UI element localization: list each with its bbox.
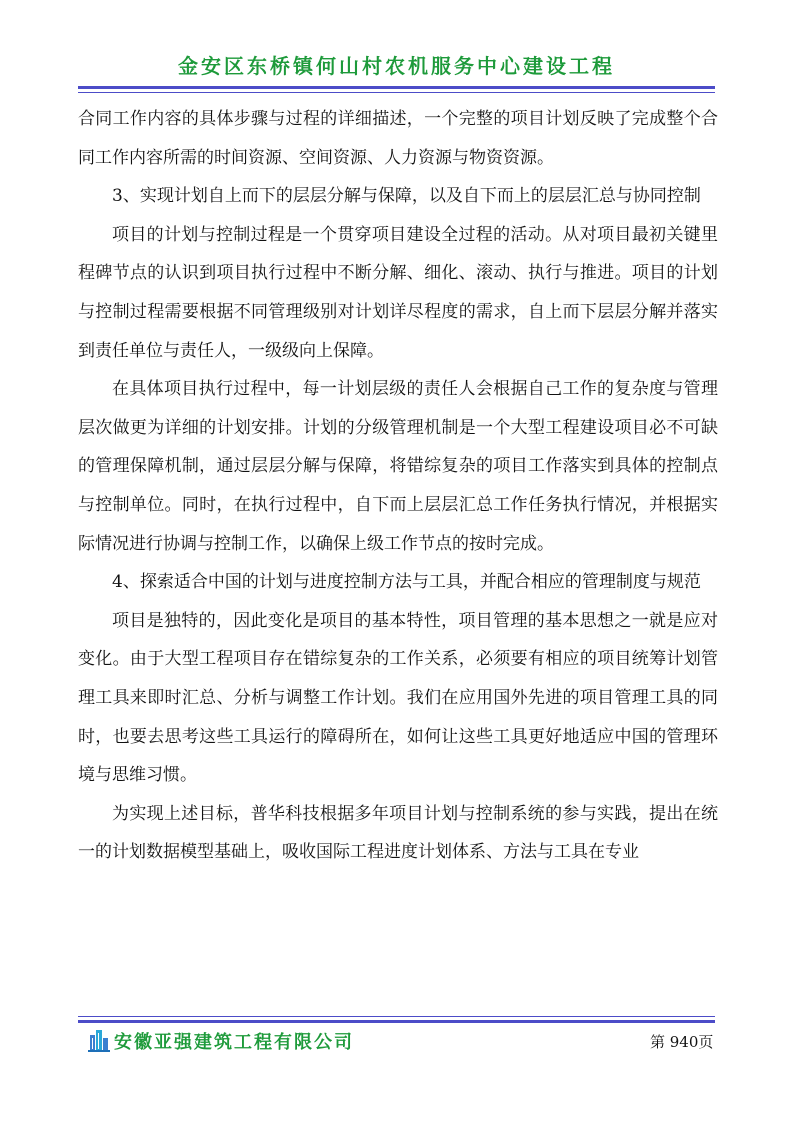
page-header — [0, 0, 793, 96]
body-text — [78, 100, 718, 872]
header-rule-thin — [78, 92, 715, 93]
footer-company-name: 安徽亚强建筑工程有限公司 — [114, 1032, 354, 1053]
footer-rule-thin — [78, 1016, 715, 1017]
paragraph: 在具体项目执行过程中，每一计划层级的责任人会根据自己工作的复杂度与管理层次做更为详细的计划安排。计划的分级管理机制是一个大型工程建设项目必不可缺的管理保障机制，通过层层分解与保障，将错综复杂的项目工作落实到具体的控制点与控制单位。同时，在执行过程中，自下而上层层汇总工作任务执行情况，并根据实际情况进行协调与控制工作，以确保上级工作节点的按时完成。 — [78, 379, 718, 554]
paragraph-continuation: 合同工作内容的具体步骤与过程的详细描述，一个完整的项目计划反映了完成整个合同工作内容所需的时间资源、空间资源、人力资源与物资资源。 — [78, 109, 718, 168]
header-rule-thick — [78, 86, 715, 89]
paragraph: 为实现上述目标，普华科技根据多年项目计划与控制系统的参与实践，提出在统一的计划数据模型基础上，吸收国际工程进度计划体系、方法与工具在专业 — [78, 803, 718, 863]
page-number: 第 940页 — [650, 1033, 714, 1051]
footer-rule-thick — [78, 1020, 715, 1023]
header-title: 金安区东桥镇何山村农机服务中心建设工程 — [178, 54, 615, 78]
list-heading-3: 3、实现计划自上而下的层层分解与保障，以及自下而上的层层汇总与协同控制 — [112, 186, 701, 207]
building-logo-icon — [88, 1027, 110, 1053]
list-heading-4: 4、探索适合中国的计划与进度控制方法与工具，并配合相应的管理制度与规范 — [112, 572, 701, 593]
paragraph: 项目是独特的，因此变化是项目的基本特性，项目管理的基本思想之一就是应对变化。由于大型工程项目存在错综复杂的工作关系，必须要有相应的项目统筹计划管理工具来即时汇总、分析与调整工作计划。我们在应用国外先进的项目管理工具的同时，也要去思考这些工具运行的障碍所在，如何让这些工具更好地适应中国的管理环境与思维习惯。 — [78, 610, 718, 786]
paragraph: 项目的计划与控制过程是一个贯穿项目建设全过程的活动。从对项目最初关键里程碑节点的认识到项目执行过程中不断分解、细化、滚动、执行与推进。项目的计划与控制过程需要根据不同管理级别对计划详尽程度的需求，自上而下层层分解并落实到责任单位与责任人，一级级向上保障。 — [78, 224, 718, 361]
